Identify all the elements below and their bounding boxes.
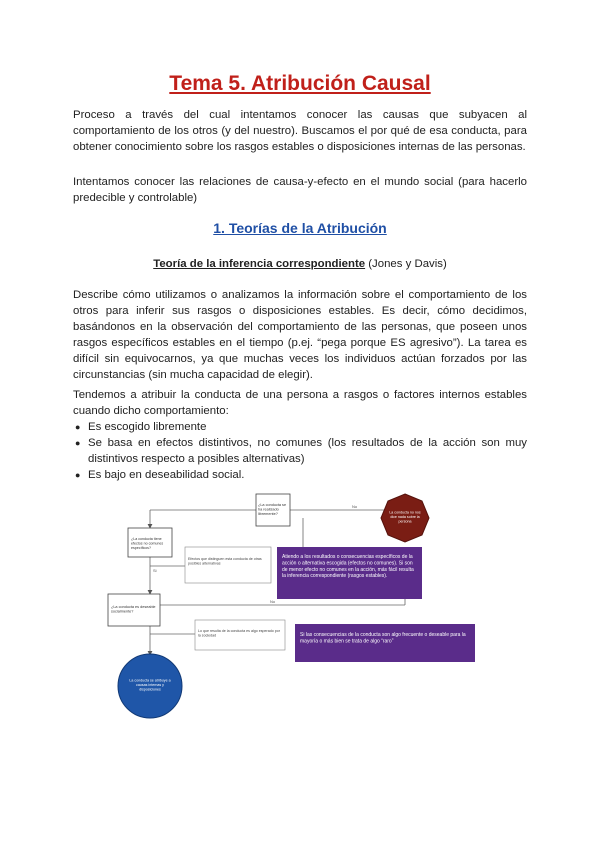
decision-box-effects-text: ¿La conducta tiene efectos no comunes específicos? [131,537,164,550]
result-circle-text: La conducta se atribuye a causas internas y disposiciones [129,678,171,692]
section-heading-theories: 1. Teorías de la Atribución [213,220,387,236]
label-no: No [352,504,358,509]
describe-paragraph: Describe cómo utilizamos o analizamos la información sobre el comportamiento de los otros para inferir sus rasgos o disposiciones estables. Es decir, cómo decidimos, basándonos en la observación del comportamiento de las personas, que poseen unos rasgos específicos estables en el tiempo (p.ej. “pega porque ES agresivo”). La tarea es difícil sin equivocarnos, ya que muchas veces los individuos actúan forzados por las circunstancias (sin mucha capacidad de elegir). [73,289,527,381]
note-box-effects-text: Efectos que distinguen esta conducta de otras posibles alternativas [188,557,262,566]
tendemos-paragraph: Tendemos a atribuir la conducta de una persona a rasgos o factores internos estables cuando dicho comportamiento: [73,389,527,417]
list-item: ● Es bajo en deseabilidad social. [75,467,527,483]
subsection-authors: (Jones y Davis) [368,258,447,270]
note-box-desirable-text: Lo que resulta de la conducta es algo esperado por la sociedad [198,629,280,638]
purple-box-desirable-text: Si las consecuencias de la conducta son algo frecuente o deseable para la mayoría o más bien se trata de algo “raro” [300,632,466,645]
stop-octagon-text: La conducta no nos dice nada sobre la persona [389,510,421,524]
list-item: ● Es escogido libremente [75,419,527,435]
label-no-bottom: No [270,599,276,604]
subsection-name: Teoría de la inferencia correspondiente [153,258,366,270]
decision-box-desirable-text: ¿La conducta es deseable socialmente? [111,605,156,614]
intro-paragraph-1: Proceso a través del cual intentamos conocer las causas que subyacen al comportamiento de los otros (y del nuestro). Buscamos el por qué de esa conducta, para obtener conocimiento sobre los rasgos estables o disposiciones internas de las personas. [73,109,527,153]
list-item: ● Se basa en efectos distintivos, no comunes (los resultados de la acción son muy distintivos respecto a posibles alternativas) [75,435,527,467]
purple-box-effects-text: Atiendo a los resultados o consecuencias específicos de la acción o alternativa escogida (efectos no comunes). Si son de menor efecto no comunes en la acción, más fácil resulta la inferencia correspondiente (rasgos estables). [282,554,414,580]
intro-paragraph-2: Intentamos conocer las relaciones de causa-y-efecto en el mundo social (para hacerlo predecible y controlable) [73,176,527,204]
decision-box-free-text: ¿La conducta se ha realizado libremente? [258,503,287,517]
label-si: Si [153,568,157,573]
page-title: Tema 5. Atribución Causal [169,72,431,95]
